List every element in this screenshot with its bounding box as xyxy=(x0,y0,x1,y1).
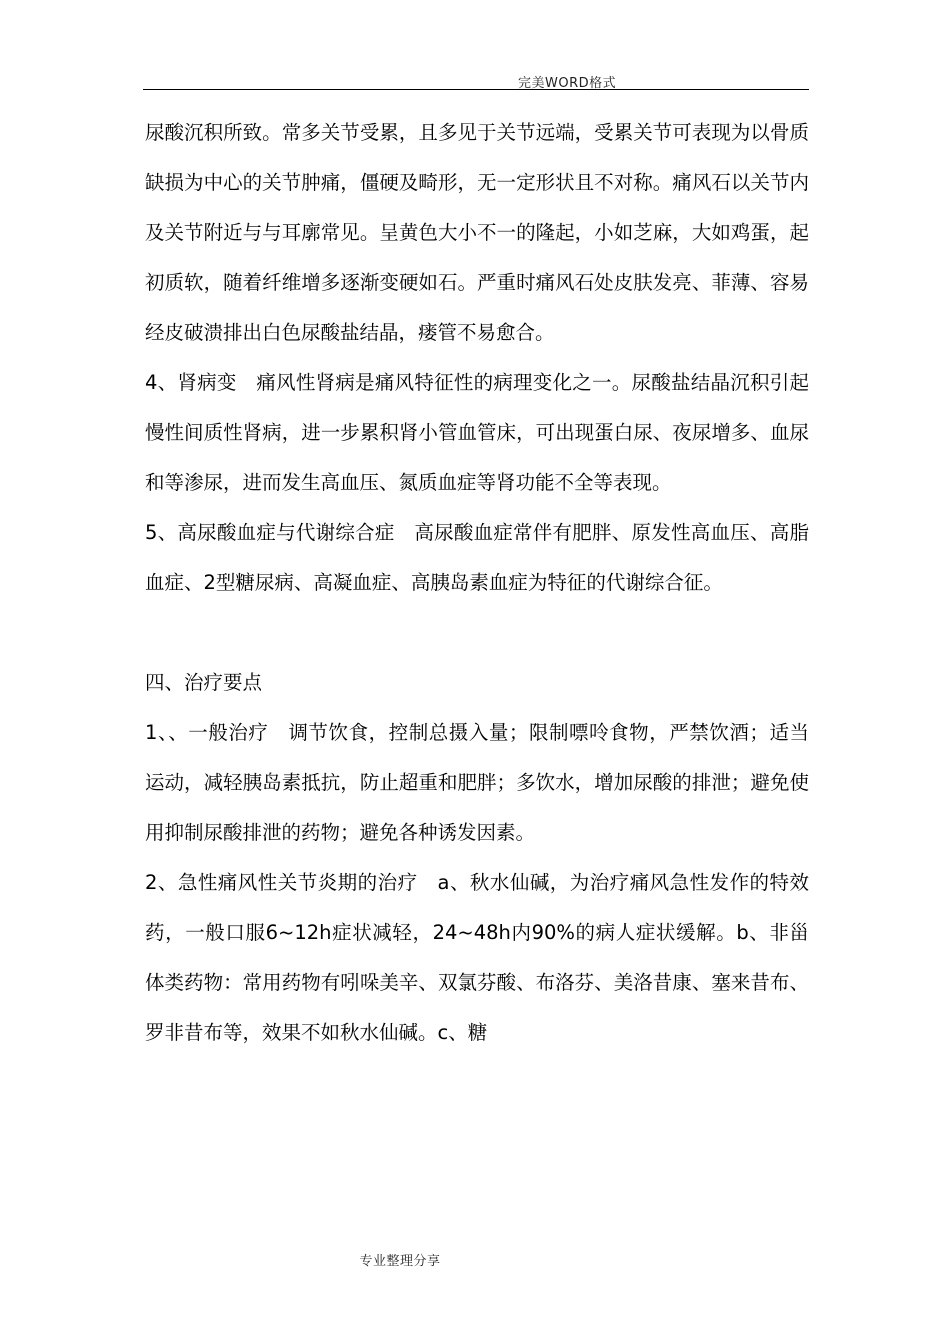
header-rule xyxy=(143,89,809,90)
header-text: 完美WORD格式 xyxy=(518,76,617,91)
paragraph-general-treatment: 1、、一般治疗 调节饮食，控制总摄入量；限制嘌呤食物，严禁饮酒；适当运动，减轻胰岛素抵抗，防止超重和肥胖；多饮水，增加尿酸的排泄；避免使用抑制尿酸排泄的药物；避免各种诱发因素。 xyxy=(145,721,809,844)
paragraph-tophi: 尿酸沉积所致。常多关节受累，且多见于关节远端，受累关节可表现为以骨质缺损为中心的关节肿痛，僵硬及畸形，无一定形状且不对称。痛风石以关节内及关节附近与与耳廓常见。呈黄色大小不一的隆起，小如芝麻，大如鸡蛋，起初质软，随着纤维增多逐渐变硬如石。严重时痛风石处皮肤发亮、菲薄、容易经皮破溃排出白色尿酸盐结晶，瘘管不易愈合。 xyxy=(145,121,809,344)
section-heading: 四、治疗要点 xyxy=(145,671,263,694)
document-body xyxy=(145,108,809,1058)
paragraph-acute-treatment: 2、急性痛风性关节炎期的治疗 a、秋水仙碱，为治疗痛风急性发作的特效药，一般口服6~12h症状减轻，24~48h内90%的病人症状缓解。b、非甾体类药物：常用药物有吲哚美辛、双氯芬酸、布洛芬、美洛昔康、塞来昔布、罗非昔布等，效果不如秋水仙碱。c、糖 xyxy=(145,871,809,1044)
paragraph-metabolic: 5、高尿酸血症与代谢综合症 高尿酸血症常伴有肥胖、原发性高血压、高脂血症、2型糖尿病、高凝血症、高胰岛素血症为特征的代谢综合征。 xyxy=(145,521,809,594)
page-footer: 专业整理分享 xyxy=(359,1254,441,1269)
blank-line xyxy=(145,608,809,658)
paragraph-kidney: 4、肾病变 痛风性肾病是痛风特征性的病理变化之一。尿酸盐结晶沉积引起慢性间质性肾病，进一步累积肾小管血管床，可出现蛋白尿、夜尿增多、血尿和等渗尿，进而发生高血压、氮质血症等肾功能不全等表现。 xyxy=(145,371,809,494)
